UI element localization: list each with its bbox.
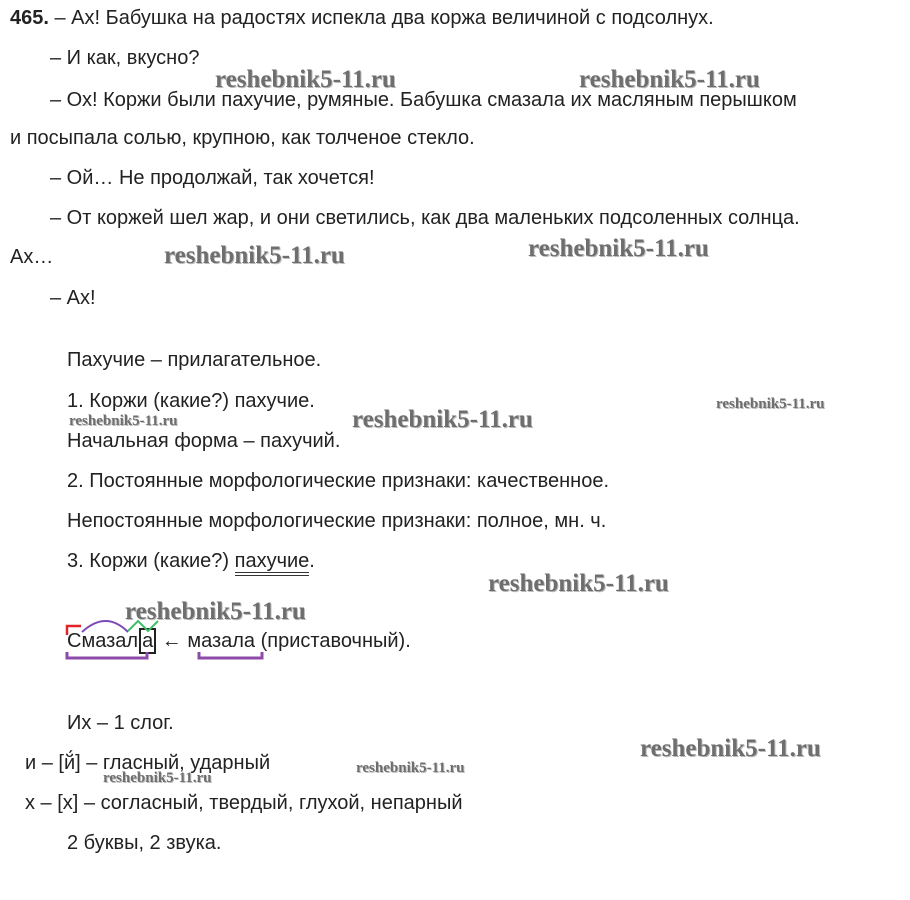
- exercise-line: – Ой… Не продолжай, так хочется!: [50, 167, 375, 189]
- watermark: reshebnik5-11.ru: [125, 598, 306, 625]
- analysis-point-3-prefix: 3. Коржи (какие?): [67, 550, 235, 572]
- analysis-point-3-suffix: .: [309, 550, 315, 572]
- phonetic-title: Их – 1 слог.: [67, 712, 174, 734]
- derivation-arrow: ←: [156, 630, 188, 652]
- exercise-number: 465.: [10, 7, 49, 29]
- watermark: reshebnik5-11.ru: [488, 570, 669, 597]
- exercise-line: – Ах! Бабушка на радостях испекла два коржа величиной с подсолнух.: [54, 7, 714, 29]
- watermark: reshebnik5-11.ru: [215, 66, 396, 93]
- ending-box: а: [139, 628, 156, 654]
- watermark: reshebnik5-11.ru: [69, 413, 178, 429]
- watermark: reshebnik5-11.ru: [103, 770, 212, 786]
- exercise-line: – Ох! Коржи были пахучие, румяные. Бабушка смазала их масляным перышком: [50, 89, 797, 111]
- analysis-initial-form: Начальная форма – пахучий.: [67, 430, 341, 452]
- base-word: мазала: [187, 630, 256, 652]
- exercise-line: – От коржей шел жар, и они светились, как два маленьких подсоленных солнца.: [50, 207, 800, 229]
- formation-note: (приставочный).: [255, 630, 411, 652]
- analysis-point-1: 1. Коржи (какие?) пахучие.: [67, 390, 315, 412]
- base-stem-bracket: [199, 652, 262, 658]
- word-stem: Смазал: [67, 630, 139, 652]
- phonetic-row: и – [й́] – гласный, ударный: [25, 752, 271, 774]
- phonetic-summary: 2 буквы, 2 звука.: [67, 832, 222, 854]
- analysis-nonconstant: Непостоянные морфологические признаки: полное, мн. ч.: [67, 510, 607, 532]
- exercise-line: – И как, вкусно?: [50, 47, 200, 69]
- watermark: reshebnik5-11.ru: [716, 396, 825, 412]
- phonetic-row: х – [х] – согласный, твердый, глухой, непарный: [25, 792, 463, 814]
- exercise-line: – Ах!: [50, 287, 96, 309]
- watermark: reshebnik5-11.ru: [579, 66, 760, 93]
- analysis-title: Пахучие – прилагательное.: [67, 349, 322, 371]
- watermark: reshebnik5-11.ru: [528, 235, 709, 262]
- watermark: reshebnik5-11.ru: [640, 735, 821, 762]
- exercise-line: и посыпала солью, крупною, как толченое стекло.: [10, 127, 475, 149]
- stem-bracket: [67, 652, 147, 658]
- analysis-point-2: 2. Постоянные морфологические признаки: качественное.: [67, 470, 610, 492]
- exercise-line: Ах…: [10, 246, 54, 268]
- prefix-mark: [67, 626, 81, 635]
- watermark: reshebnik5-11.ru: [356, 760, 465, 776]
- watermark: reshebnik5-11.ru: [164, 242, 345, 269]
- watermark: reshebnik5-11.ru: [352, 406, 533, 433]
- root-arc: [82, 621, 128, 632]
- underlined-word: пахучие: [235, 550, 310, 576]
